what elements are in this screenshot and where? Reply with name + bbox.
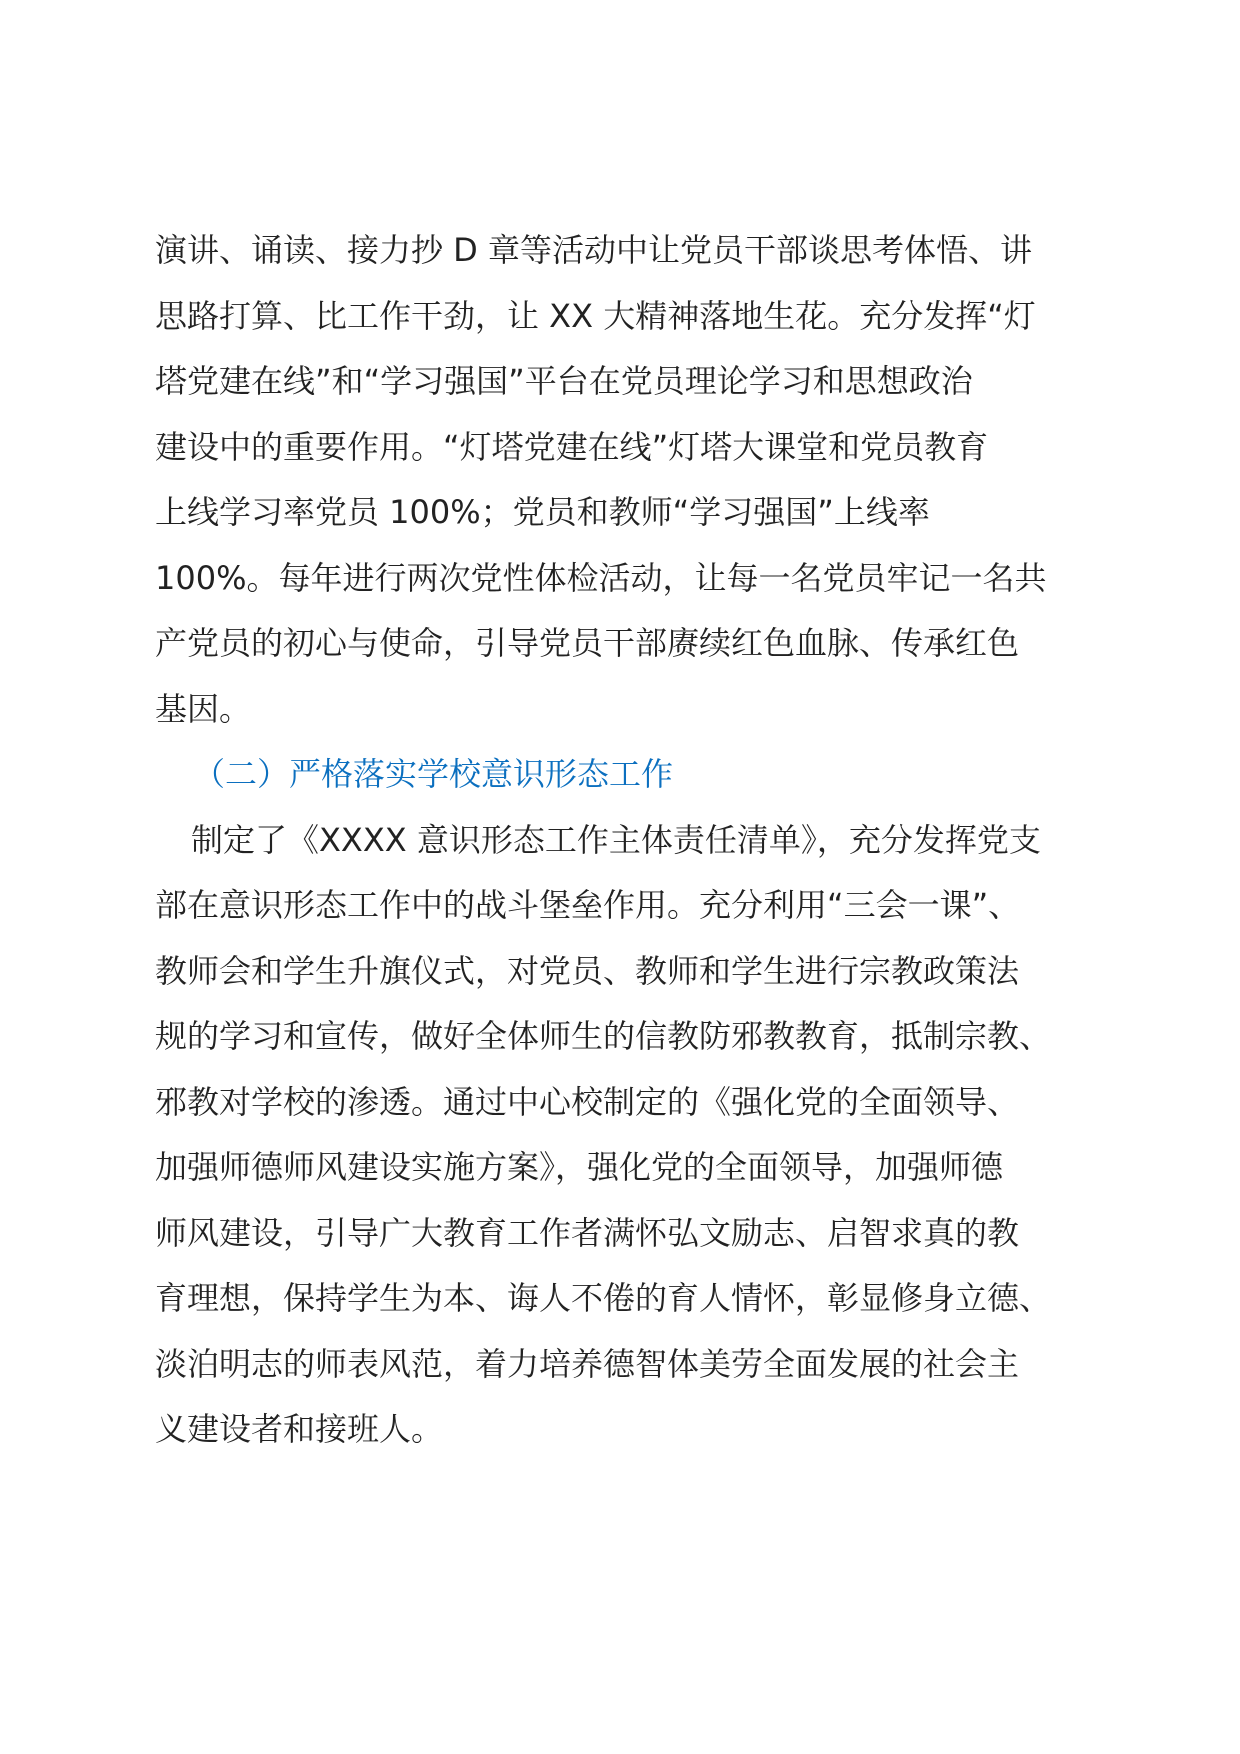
paragraph-line: 建设中的重要作用。“灯塔党建在线”灯塔大课堂和党员教育 xyxy=(155,427,989,466)
paragraph-line: 育理想，保持学生为本、诲人不倦的育人情怀，彰显修身立德、 xyxy=(155,1279,1052,1317)
paragraph-line: 教师会和学生升旗仪式，对党员、教师和学生进行宗教政策法 xyxy=(155,951,1020,990)
paragraph-line: 基因。 xyxy=(155,689,252,728)
paragraph-line: 规的学习和宣传，做好全体师生的信教防邪教教育，抵制宗教、 xyxy=(155,1017,1052,1055)
paragraph-line: 产党员的初心与使命，引导党员干部赓续红色血脉、传承红色 xyxy=(155,624,1020,662)
paragraph-line: 上线学习率党员 100%；党员和教师“学习强国”上线率 xyxy=(155,493,930,531)
paragraph-line: 100%。每年进行两次党性体检活动，让每一名党员牢记一名共 xyxy=(155,558,1047,597)
paragraph-2 xyxy=(155,808,1095,1463)
paragraph-1 xyxy=(155,218,1095,742)
document-body xyxy=(155,218,1095,1463)
paragraph-line: 加强师德师风建设实施方案》，强化党的全面领导，加强师德 xyxy=(155,1148,1004,1186)
paragraph-line: 师风建设，引导广大教育工作者满怀弘文励志、启智求真的教 xyxy=(155,1213,1020,1252)
paragraph-line: 制定了《XXXX 意识形态工作主体责任清单》，充分发挥党支 xyxy=(191,820,1041,859)
paragraph-line: 思路打算、比工作干劲，让 XX 大精神落地生花。充分发挥“灯 xyxy=(155,296,1036,335)
paragraph-line: 演讲、诵读、接力抄 D 章等活动中让党员干部谈思考体悟、讲 xyxy=(155,231,1032,269)
paragraph-line: 部在意识形态工作中的战斗堡垒作用。充分利用“三会一课”、 xyxy=(155,886,1021,924)
section-heading: （二）严格落实学校意识形态工作 xyxy=(193,755,674,793)
paragraph-line: 淡泊明志的师表风范，着力培养德智体美劳全面发展的社会主 xyxy=(155,1344,1020,1383)
paragraph-line: 塔党建在线”和“学习强国”平台在党员理论学习和思想政治 xyxy=(155,362,973,400)
paragraph-line: 义建设者和接班人。 xyxy=(155,1410,444,1448)
paragraph-line: 邪教对学校的渗透。通过中心校制定的《强化党的全面领导、 xyxy=(155,1082,1020,1121)
